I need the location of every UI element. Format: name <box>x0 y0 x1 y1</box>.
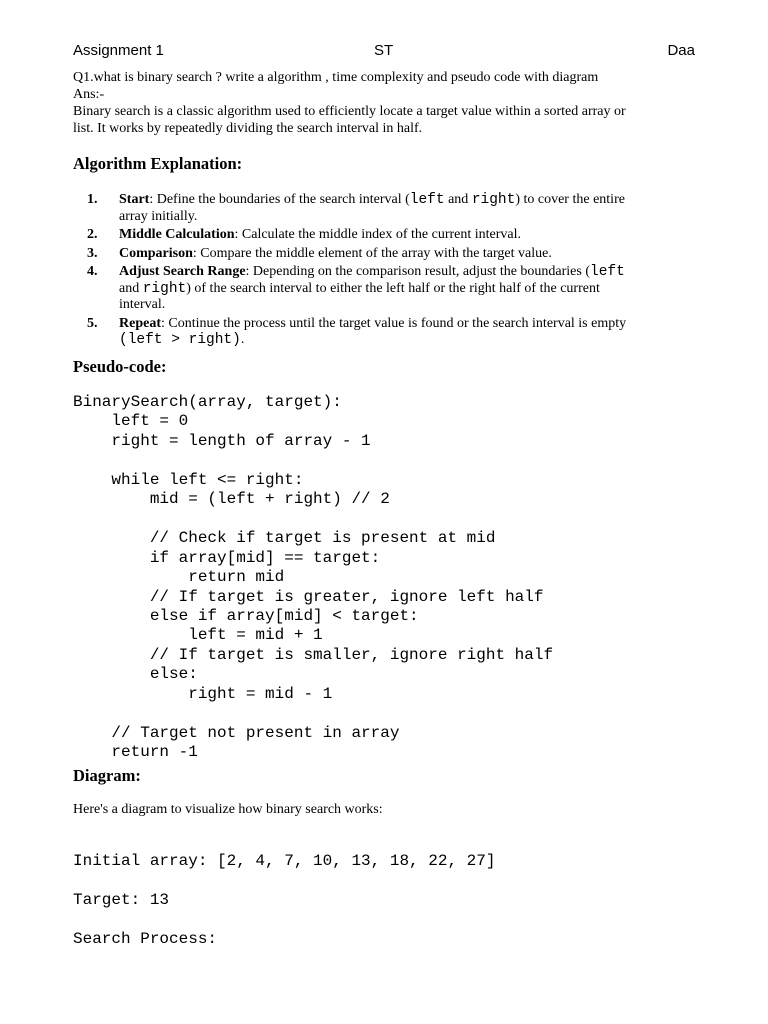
step-term: Start <box>119 192 150 207</box>
step-text: interval. <box>119 297 166 312</box>
step-code: left <box>590 264 625 280</box>
list-item <box>73 264 693 314</box>
step-text: array initially. <box>119 208 198 224</box>
search-process-line: Search Process: <box>73 930 218 948</box>
step-text: and <box>444 192 472 207</box>
list-item <box>73 227 693 244</box>
step-text: . <box>240 332 245 347</box>
step-term: Repeat <box>119 315 161 331</box>
header-subject-code: ST <box>374 42 394 59</box>
step-text: : Compare the middle element of the array with the target value. <box>192 245 552 261</box>
list-item <box>73 192 693 225</box>
diagram-intro: Here's a diagram to visualize how binary search works: <box>73 802 383 817</box>
step-term: Adjust Search Range <box>119 264 246 279</box>
step-number: 3. <box>87 245 98 261</box>
algorithm-steps <box>73 192 693 351</box>
answer-label: Ans:- <box>73 87 105 102</box>
step-number: 2. <box>87 227 98 242</box>
list-item <box>73 316 693 349</box>
question-text: Q1.what is binary search ? write a algorithm , time complexity and pseudo code with diagram <box>73 70 599 85</box>
pseudo-code-block: BinarySearch(array, target): left = 0 right = length of array - 1 while left <= right: mid = (left + right) // 2 // Check if target is present at mid if array[mid] == target: return mid // If target is greater, ignore left half else if array[mid] < target: left = mid + 1 // If target is smaller, ignore right half else: right = mid - 1 // Target not present in array return -1 <box>73 393 554 762</box>
step-number: 4. <box>87 264 98 279</box>
diagram-heading: Diagram: <box>73 766 141 785</box>
step-term: Middle Calculation <box>119 227 235 242</box>
step-text: : Continue the process until the target value is found or the search interval is empty <box>161 315 627 331</box>
intro-line-1: Binary search is a classic algorithm used to efficiently locate a target value within a sorted array or <box>73 104 626 119</box>
header-course: Daa <box>667 42 695 59</box>
step-text: : Calculate the middle index of the current interval. <box>234 227 522 242</box>
list-item <box>73 246 693 263</box>
step-text: : Define the boundaries of the search interval ( <box>149 192 410 207</box>
step-code: right <box>142 280 187 297</box>
step-text: and <box>119 280 143 296</box>
step-code: left <box>409 192 445 208</box>
step-text: ) to cover the entire <box>515 192 625 207</box>
step-number: 1. <box>87 192 98 207</box>
algorithm-heading: Algorithm Explanation: <box>73 154 243 173</box>
step-text: ) of the search interval to either the left half or the right half of the current <box>186 280 600 296</box>
pseudo-code-heading: Pseudo-code: <box>73 357 167 376</box>
step-code: right <box>471 192 516 208</box>
target-line: Target: 13 <box>73 891 170 909</box>
page-header <box>73 42 695 62</box>
header-assignment: Assignment 1 <box>73 42 164 59</box>
step-code: (left > right) <box>119 332 241 348</box>
step-term: Comparison <box>119 245 193 261</box>
initial-array-line: Initial array: [2, 4, 7, 10, 13, 18, 22, 27] <box>73 852 496 870</box>
step-number: 5. <box>87 315 98 331</box>
step-text: : Depending on the comparison result, adjust the boundaries ( <box>245 264 591 279</box>
intro-line-2: list. It works by repeatedly dividing the search interval in half. <box>73 121 423 136</box>
